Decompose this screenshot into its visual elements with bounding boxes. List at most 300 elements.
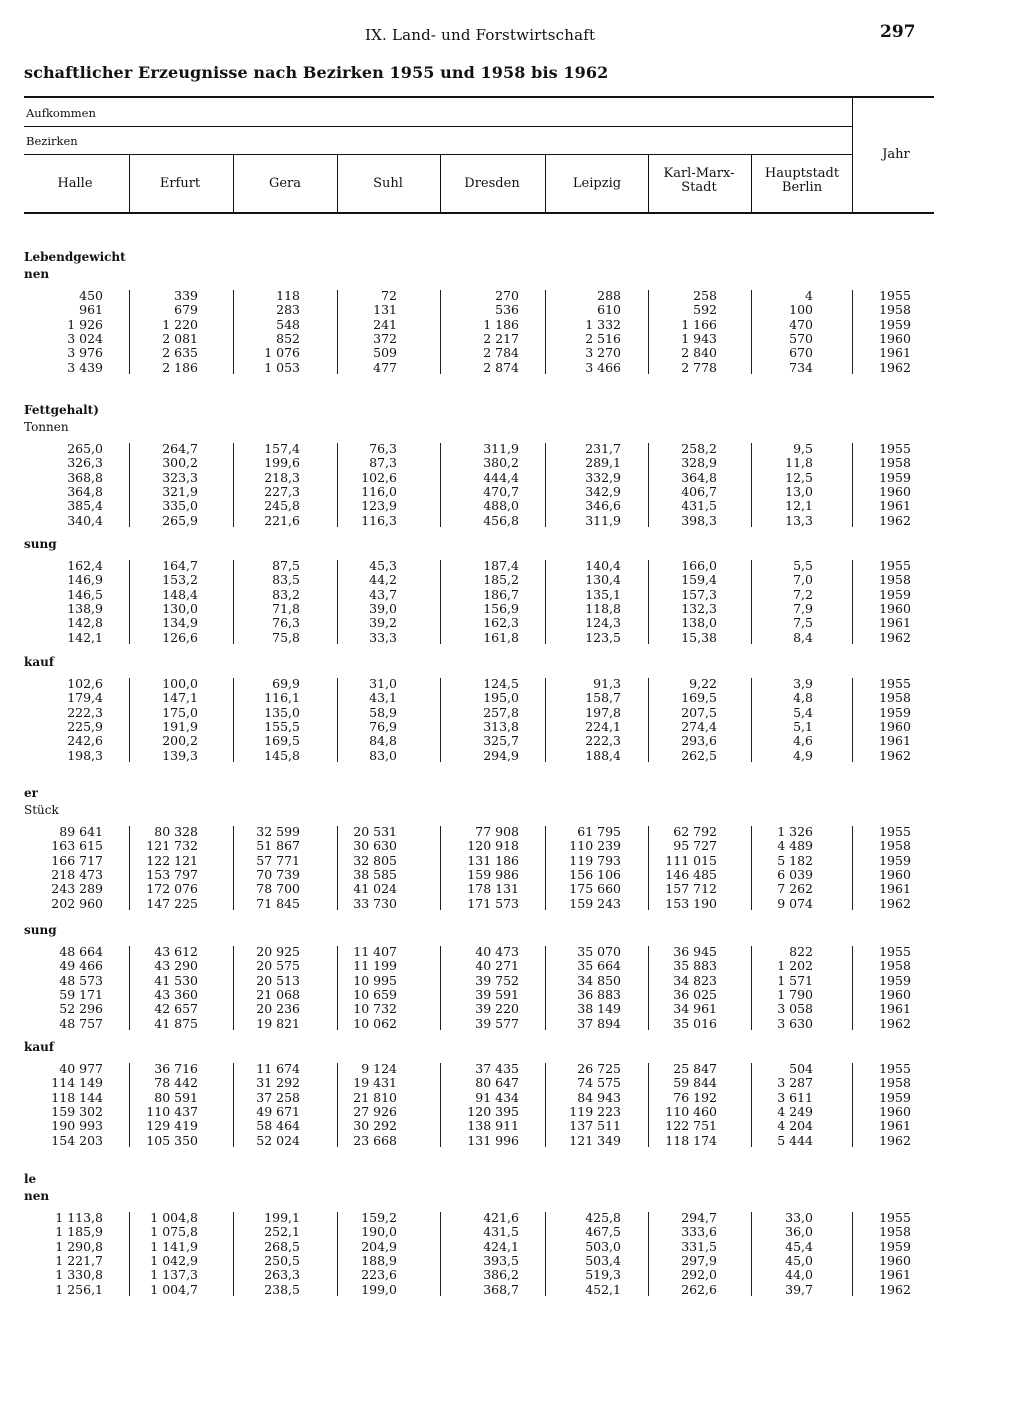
table-cell: 62 792 — [673, 824, 717, 839]
year-cell: 1961 — [879, 498, 911, 514]
table-cell: 80 647 — [475, 1075, 519, 1091]
table-cell: 166 717 — [51, 852, 103, 868]
column-divider — [129, 443, 130, 527]
column-divider — [440, 1212, 441, 1296]
table-cell: 122 121 — [146, 852, 198, 868]
table-cell: 325,7 — [483, 733, 519, 749]
column-divider — [337, 826, 338, 910]
table-cell: 156 106 — [569, 866, 621, 882]
column-divider — [751, 678, 752, 762]
table-cell: 164,7 — [162, 558, 198, 573]
column-divider — [545, 443, 546, 527]
table-cell: 119 793 — [569, 852, 621, 868]
table-cell: 13,3 — [785, 512, 813, 528]
table-cell: 157 712 — [665, 881, 717, 897]
table-cell: 297,9 — [681, 1252, 717, 1268]
table-cell: 119 223 — [569, 1103, 621, 1119]
year-cell: 1960 — [879, 718, 911, 734]
year-cell: 1962 — [879, 1132, 911, 1148]
section-label: le — [24, 1172, 37, 1186]
table-cell: 33,3 — [369, 629, 397, 645]
year-cell: 1961 — [879, 345, 911, 361]
table-cell: 35 016 — [673, 1015, 717, 1031]
table-cell: 83,5 — [272, 572, 300, 588]
table-cell: 1 202 — [777, 958, 813, 974]
table-cell: 129 419 — [146, 1118, 198, 1134]
table-cell: 1 053 — [264, 359, 300, 375]
year-cell: 1960 — [879, 866, 911, 882]
table-cell: 242,6 — [67, 733, 103, 749]
year-cell: 1962 — [879, 895, 911, 911]
table-cell: 2 217 — [483, 330, 519, 346]
table-cell: 536 — [495, 302, 519, 318]
column-divider — [337, 1212, 338, 1296]
column-header-gera: Gera — [268, 176, 302, 191]
column-divider — [440, 560, 441, 644]
table-cell: 30 630 — [353, 838, 397, 854]
jahr-header: Jahr — [882, 147, 910, 162]
table-cell: 570 — [789, 330, 813, 346]
table-cell: 470,7 — [483, 483, 519, 499]
table-cell: 364,8 — [67, 483, 103, 499]
table-cell: 123,9 — [361, 498, 397, 514]
column-divider — [751, 1212, 752, 1296]
table-cell: 153,2 — [162, 572, 198, 588]
table-cell: 222,3 — [67, 704, 103, 720]
table-cell: 33,0 — [785, 1210, 813, 1225]
table-cell: 4 249 — [777, 1103, 813, 1119]
table-cell: 40 977 — [59, 1061, 103, 1076]
table-cell: 425,8 — [585, 1210, 621, 1225]
table-cell: 10 062 — [353, 1015, 397, 1031]
header-bottom-rule — [24, 212, 934, 214]
column-divider — [545, 1212, 546, 1296]
table-cell: 118 144 — [51, 1089, 103, 1105]
table-cell: 84,8 — [369, 733, 397, 749]
table-cell: 1 290,8 — [55, 1238, 103, 1254]
table-cell: 32 599 — [256, 824, 300, 839]
table-cell: 70 739 — [256, 866, 300, 882]
table-cell: 5 182 — [777, 852, 813, 868]
table-cell: 7,5 — [793, 615, 813, 631]
table-cell: 39 591 — [475, 986, 519, 1002]
table-cell: 218 473 — [51, 866, 103, 882]
column-divider — [852, 946, 853, 1030]
table-cell: 470 — [789, 316, 813, 332]
table-cell: 159,4 — [681, 572, 717, 588]
table-cell: 2 778 — [681, 359, 717, 375]
year-cell: 1960 — [879, 330, 911, 346]
year-cell: 1962 — [879, 1015, 911, 1031]
table-cell: 342,9 — [585, 483, 621, 499]
table-cell: 340,4 — [67, 512, 103, 528]
column-header-leipzig: Leipzig — [572, 176, 622, 191]
year-cell: 1958 — [879, 1224, 911, 1240]
table-cell: 1 330,8 — [55, 1267, 103, 1283]
table-cell: 3 976 — [67, 345, 103, 361]
table-cell: 41 875 — [154, 1015, 198, 1031]
year-cell: 1960 — [879, 600, 911, 616]
table-cell: 519,3 — [585, 1267, 621, 1283]
table-cell: 43 290 — [154, 958, 198, 974]
column-divider — [852, 1212, 853, 1296]
table-cell: 162,3 — [483, 615, 519, 631]
table-cell: 1 221,7 — [55, 1252, 103, 1268]
table-cell: 346,6 — [585, 498, 621, 514]
table-cell: 1 186 — [483, 316, 519, 332]
table-cell: 57 771 — [256, 852, 300, 868]
table-cell: 121 732 — [146, 838, 198, 854]
year-cell: 1959 — [879, 1238, 911, 1254]
table-cell: 5 444 — [777, 1132, 813, 1148]
table-cell: 10 732 — [353, 1001, 397, 1017]
table-cell: 10 659 — [353, 986, 397, 1002]
table-cell: 20 531 — [353, 824, 397, 839]
table-cell: 175 660 — [569, 881, 621, 897]
table-cell: 35 070 — [577, 944, 621, 959]
table-cell: 89 641 — [59, 824, 103, 839]
table-cell: 8,4 — [793, 629, 813, 645]
table-cell: 80 328 — [154, 824, 198, 839]
table-cell: 1 185,9 — [55, 1224, 103, 1240]
table-cell: 19 431 — [353, 1075, 397, 1091]
table-cell: 52 024 — [256, 1132, 300, 1148]
table-cell: 262,6 — [681, 1281, 717, 1297]
table-cell: 135,0 — [264, 704, 300, 720]
year-cell: 1958 — [879, 455, 911, 471]
table-cell: 58 464 — [256, 1118, 300, 1134]
table-cell: 200,2 — [162, 733, 198, 749]
table-cell: 43,1 — [369, 690, 397, 706]
table-cell: 398,3 — [681, 512, 717, 528]
section-label: Tonnen — [24, 420, 69, 434]
table-cell: 146,5 — [67, 586, 103, 602]
table-cell: 131 996 — [467, 1132, 519, 1148]
table-cell: 135,1 — [585, 586, 621, 602]
table-cell: 87,5 — [272, 558, 300, 573]
table-cell: 20 575 — [256, 958, 300, 974]
year-cell: 1961 — [879, 733, 911, 749]
year-cell: 1959 — [879, 316, 911, 332]
table-cell: 263,3 — [264, 1267, 300, 1283]
table-cell: 59 844 — [673, 1075, 717, 1091]
table-cell: 294,7 — [681, 1210, 717, 1225]
table-cell: 4 — [805, 288, 813, 303]
table-cell: 31,0 — [369, 676, 397, 691]
table-cell: 163 615 — [51, 838, 103, 854]
table-cell: 9,5 — [793, 441, 813, 456]
table-cell: 153 797 — [146, 866, 198, 882]
table-cell: 78 700 — [256, 881, 300, 897]
table-cell: 2 784 — [483, 345, 519, 361]
column-divider — [852, 826, 853, 910]
column-divider — [545, 946, 546, 1030]
table-cell: 40 473 — [475, 944, 519, 959]
column-divider — [129, 1063, 130, 1147]
column-divider — [751, 1063, 752, 1147]
table-cell: 503,4 — [585, 1252, 621, 1268]
table-cell: 185,2 — [483, 572, 519, 588]
year-cell: 1959 — [879, 469, 911, 485]
table-cell: 111 015 — [665, 852, 717, 868]
table-cell: 76 192 — [673, 1089, 717, 1105]
year-cell: 1955 — [879, 676, 911, 691]
table-cell: 504 — [789, 1061, 813, 1076]
table-cell: 250,5 — [264, 1252, 300, 1268]
table-cell: 140,4 — [585, 558, 621, 573]
column-divider — [129, 1212, 130, 1296]
table-cell: 171 573 — [467, 895, 519, 911]
table-cell: 34 850 — [577, 972, 621, 988]
table-cell: 148,4 — [162, 586, 198, 602]
table-cell: 199,1 — [264, 1210, 300, 1225]
column-divider — [233, 290, 234, 374]
table-cell: 134,9 — [162, 615, 198, 631]
year-cell: 1960 — [879, 1252, 911, 1268]
table-cell: 1 790 — [777, 986, 813, 1002]
table-cell: 222,3 — [585, 733, 621, 749]
table-cell: 241 — [373, 316, 397, 332]
table-cell: 157,3 — [681, 586, 717, 602]
table-cell: 262,5 — [681, 747, 717, 763]
table-cell: 84 943 — [577, 1089, 621, 1105]
year-cell: 1955 — [879, 944, 911, 959]
year-cell: 1958 — [879, 302, 911, 318]
table-cell: 1 326 — [777, 824, 813, 839]
year-cell: 1960 — [879, 1103, 911, 1119]
year-cell: 1962 — [879, 1281, 911, 1297]
year-cell: 1958 — [879, 572, 911, 588]
table-cell: 7 262 — [777, 881, 813, 897]
table-cell: 509 — [373, 345, 397, 361]
table-cell: 13,0 — [785, 483, 813, 499]
column-divider — [648, 678, 649, 762]
table-cell: 31 292 — [256, 1075, 300, 1091]
table-cell: 444,4 — [483, 469, 519, 485]
table-cell: 190,0 — [361, 1224, 397, 1240]
table-cell: 102,6 — [67, 676, 103, 691]
table-cell: 186,7 — [483, 586, 519, 602]
year-cell: 1955 — [879, 824, 911, 839]
table-cell: 87,3 — [369, 455, 397, 471]
table-cell: 21 068 — [256, 986, 300, 1002]
column-divider — [337, 560, 338, 644]
column-divider — [648, 946, 649, 1030]
table-cell: 258 — [693, 288, 717, 303]
table-cell: 431,5 — [681, 498, 717, 514]
table-cell: 153 190 — [665, 895, 717, 911]
table-cell: 158,7 — [585, 690, 621, 706]
table-cell: 11,8 — [785, 455, 813, 471]
table-cell: 274,4 — [681, 718, 717, 734]
table-cell: 95 727 — [673, 838, 717, 854]
table-cell: 1 042,9 — [150, 1252, 198, 1268]
year-cell: 1961 — [879, 1001, 911, 1017]
table-cell: 431,5 — [483, 1224, 519, 1240]
table-cell: 2 516 — [585, 330, 621, 346]
table-cell: 5,1 — [793, 718, 813, 734]
column-divider — [129, 826, 130, 910]
section-label: kauf — [24, 1040, 54, 1054]
table-cell: 368,8 — [67, 469, 103, 485]
table-cell: 187,4 — [483, 558, 519, 573]
table-cell: 146,9 — [67, 572, 103, 588]
year-cell: 1959 — [879, 586, 911, 602]
table-cell: 372 — [373, 330, 397, 346]
table-cell: 40 271 — [475, 958, 519, 974]
table-cell: 159 243 — [569, 895, 621, 911]
table-cell: 3,9 — [793, 676, 813, 691]
table-cell: 78 442 — [154, 1075, 198, 1091]
year-cell: 1958 — [879, 690, 911, 706]
table-cell: 83,2 — [272, 586, 300, 602]
table-cell: 264,7 — [162, 441, 198, 456]
table-cell: 467,5 — [585, 1224, 621, 1240]
table-cell: 130,4 — [585, 572, 621, 588]
table-cell: 393,5 — [483, 1252, 519, 1268]
year-cell: 1961 — [879, 1118, 911, 1134]
table-cell: 221,6 — [264, 512, 300, 528]
table-cell: 45,4 — [785, 1238, 813, 1254]
table-cell: 3 058 — [777, 1001, 813, 1017]
table-cell: 45,0 — [785, 1252, 813, 1268]
year-cell: 1955 — [879, 288, 911, 303]
table-cell: 83,0 — [369, 747, 397, 763]
column-divider — [337, 290, 338, 374]
column-divider — [852, 1063, 853, 1147]
table-cell: 734 — [789, 359, 813, 375]
table-cell: 76,3 — [369, 441, 397, 456]
column-divider — [545, 826, 546, 910]
table-cell: 3 024 — [67, 330, 103, 346]
table-cell: 137 511 — [569, 1118, 621, 1134]
table-cell: 191,9 — [162, 718, 198, 734]
table-cell: 207,5 — [681, 704, 717, 720]
table-cell: 49 466 — [59, 958, 103, 974]
column-header-halle: Halle — [57, 176, 93, 191]
table-cell: 679 — [174, 302, 198, 318]
table-cell: 49 671 — [256, 1103, 300, 1119]
table-cell: 4,6 — [793, 733, 813, 749]
table-cell: 610 — [597, 302, 621, 318]
table-cell: 9 124 — [361, 1061, 397, 1076]
table-cell: 179,4 — [67, 690, 103, 706]
year-cell: 1955 — [879, 1210, 911, 1225]
year-cell: 1961 — [879, 881, 911, 897]
section-label: Fettgehalt) — [24, 403, 99, 417]
section-label: sung — [24, 923, 57, 937]
table-cell: 124,3 — [585, 615, 621, 631]
column-divider — [440, 826, 441, 910]
table-cell: 147,1 — [162, 690, 198, 706]
header-top-rule — [24, 96, 934, 98]
column-divider — [337, 946, 338, 1030]
table-cell: 52 296 — [59, 1001, 103, 1017]
table-cell: 11 407 — [353, 944, 397, 959]
table-cell: 100,0 — [162, 676, 198, 691]
table-cell: 332,9 — [585, 469, 621, 485]
table-cell: 224,1 — [585, 718, 621, 734]
column-divider — [751, 946, 752, 1030]
column-divider — [233, 826, 234, 910]
table-cell: 114 149 — [51, 1075, 103, 1091]
column-divider — [129, 290, 130, 374]
table-cell: 39 752 — [475, 972, 519, 988]
table-cell: 26 725 — [577, 1061, 621, 1076]
table-cell: 27 926 — [353, 1103, 397, 1119]
table-cell: 321,9 — [162, 483, 198, 499]
table-cell: 72 — [381, 288, 397, 303]
table-cell: 380,2 — [483, 455, 519, 471]
column-divider — [751, 560, 752, 644]
table-cell: 169,5 — [681, 690, 717, 706]
table-cell: 80 591 — [154, 1089, 198, 1105]
table-cell: 43 360 — [154, 986, 198, 1002]
table-cell: 2 840 — [681, 345, 717, 361]
table-cell: 110 437 — [146, 1103, 198, 1119]
table-cell: 12,1 — [785, 498, 813, 514]
column-divider — [233, 560, 234, 644]
table-cell: 1 220 — [162, 316, 198, 332]
table-cell: 71 845 — [256, 895, 300, 911]
section-title: IX. Land- und Forstwirtschaft — [365, 26, 596, 44]
table-cell: 331,5 — [681, 1238, 717, 1254]
table-cell: 2 874 — [483, 359, 519, 375]
table-cell: 131 186 — [467, 852, 519, 868]
table-cell: 110 460 — [665, 1103, 717, 1119]
table-cell: 36,0 — [785, 1224, 813, 1240]
table-cell: 293,6 — [681, 733, 717, 749]
table-cell: 39,7 — [785, 1281, 813, 1297]
table-cell: 218,3 — [264, 469, 300, 485]
table-cell: 1 113,8 — [55, 1210, 103, 1225]
table-cell: 36 716 — [154, 1061, 198, 1076]
table-cell: 6 039 — [777, 866, 813, 882]
column-divider — [129, 946, 130, 1030]
column-divider — [852, 678, 853, 762]
column-header-suhl: Suhl — [373, 176, 403, 191]
table-cell: 142,8 — [67, 615, 103, 631]
table-cell: 456,8 — [483, 512, 519, 528]
table-cell: 822 — [789, 944, 813, 959]
table-cell: 75,8 — [272, 629, 300, 645]
table-cell: 202 960 — [51, 895, 103, 911]
table-cell: 48 573 — [59, 972, 103, 988]
table-cell: 118 — [276, 288, 300, 303]
year-cell: 1959 — [879, 1089, 911, 1105]
table-cell: 333,6 — [681, 1224, 717, 1240]
column-divider — [337, 443, 338, 527]
table-cell: 41 530 — [154, 972, 198, 988]
table-cell: 326,3 — [67, 455, 103, 471]
table-cell: 38 149 — [577, 1001, 621, 1017]
table-cell: 44,2 — [369, 572, 397, 588]
table-cell: 421,6 — [483, 1210, 519, 1225]
table-cell: 32 805 — [353, 852, 397, 868]
table-cell: 138,9 — [67, 600, 103, 616]
column-divider — [440, 443, 441, 527]
table-cell: 102,6 — [361, 469, 397, 485]
header-column-divider — [545, 154, 546, 212]
table-cell: 257,8 — [483, 704, 519, 720]
section-label: kauf — [24, 655, 54, 669]
table-cell: 10 995 — [353, 972, 397, 988]
table-cell: 58,9 — [369, 704, 397, 720]
table-cell: 25 847 — [673, 1061, 717, 1076]
table-cell: 503,0 — [585, 1238, 621, 1254]
table-cell: 76,3 — [272, 615, 300, 631]
table-cell: 110 239 — [569, 838, 621, 854]
